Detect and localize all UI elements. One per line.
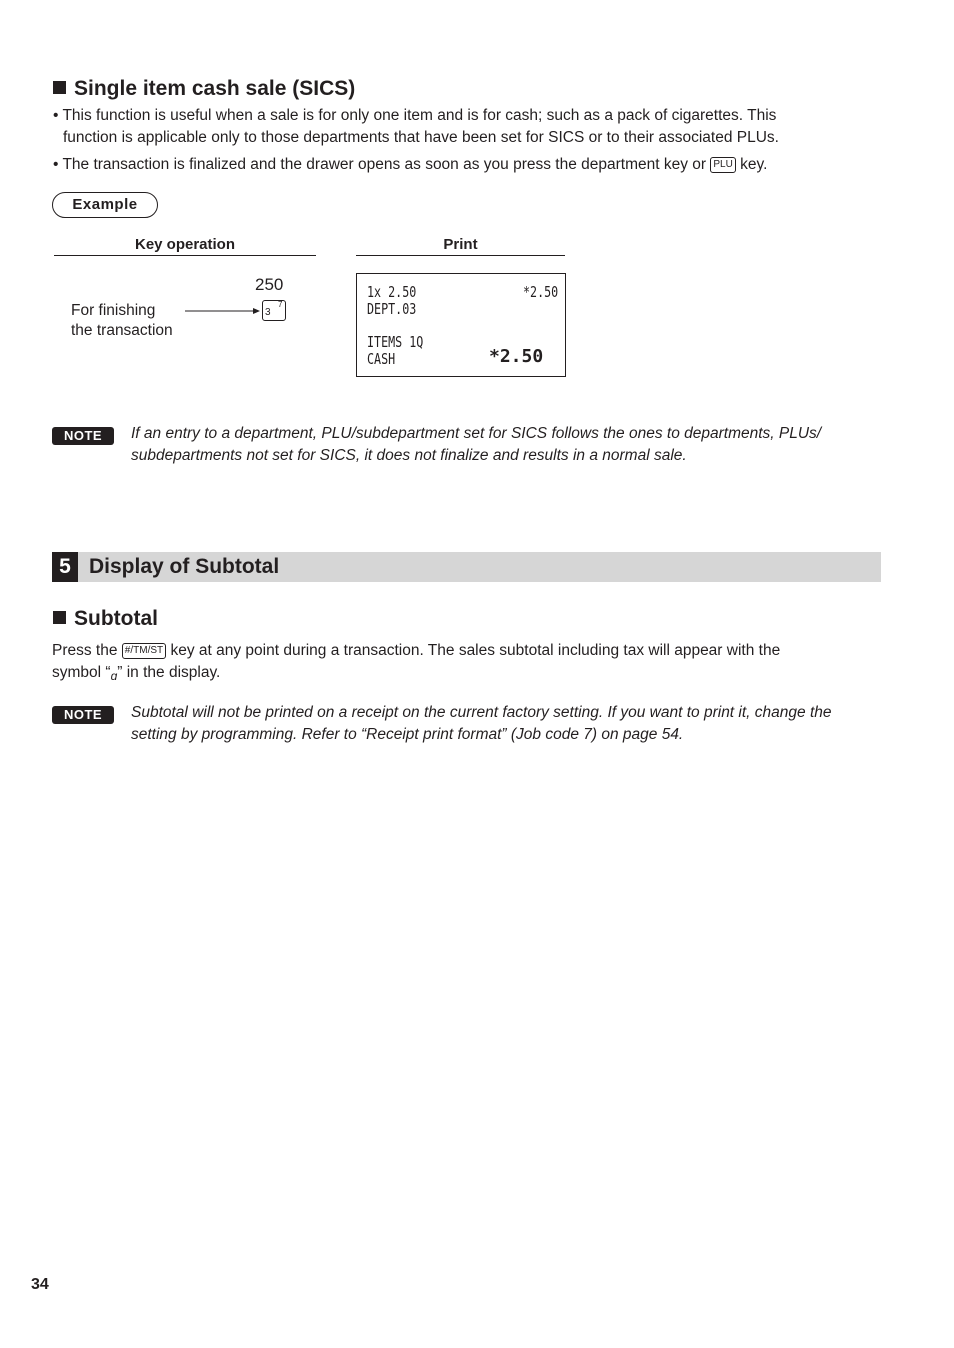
key-entry-value: 250 bbox=[255, 275, 284, 294]
sics-bullet-2: • The transaction is finalized and the drawer opens as soon as you press the department key or PLU key. bbox=[53, 156, 768, 173]
print-header: Print bbox=[356, 235, 565, 256]
subtotal-heading: Subtotal bbox=[53, 607, 158, 631]
receipt-print: 1x 2.50 *2.50 DEPT.03 ITEMS 1Q CASH *2.50 bbox=[356, 273, 566, 377]
arrow-right-icon bbox=[185, 305, 261, 317]
plu-key: PLU bbox=[710, 157, 735, 173]
subtotal-key: #/TM/ST bbox=[122, 643, 166, 659]
note-badge: NOTE bbox=[52, 706, 114, 724]
subtotal-text: Press the #/TM/ST key at any point during a transaction. The sales subtotal including tax will appear with the symbol “ɑ” in the display. bbox=[52, 642, 781, 683]
subtotal-symbol: ɑ bbox=[110, 669, 118, 683]
note-badge: NOTE bbox=[52, 427, 114, 445]
subtotal-note-text: Subtotal will not be printed on a receipt on the current factory setting. If you want to print it, change the setting by programming. Refer to “Receipt print format” (Job code 7) on page 54. bbox=[131, 704, 832, 743]
section-header-bar bbox=[52, 552, 881, 582]
section-number: 5 bbox=[52, 552, 78, 582]
sics-bullet-1: • This function is useful when a sale is for only one item and is for cash; such as a pack of cigarettes. This function is applicable only to those departments that have been set for SICS or to their associated PLUs. bbox=[53, 107, 779, 146]
sics-heading: Single item cash sale (SICS) bbox=[53, 77, 355, 101]
section-title: Display of Subtotal bbox=[89, 555, 280, 578]
sics-note-text: If an entry to a department, PLU/subdepartment set for SICS follows the ones to departments, PLUs/ subdepartments not set for SICS, it does not finalize and results in a normal sale. bbox=[131, 425, 822, 464]
square-bullet-icon bbox=[53, 81, 66, 94]
department-key-3: 3 7 bbox=[262, 300, 286, 321]
key-operation-header: Key operation bbox=[54, 235, 316, 256]
finishing-label: For finishing the transaction bbox=[71, 302, 173, 339]
square-bullet-icon bbox=[53, 611, 66, 624]
example-label: Example bbox=[52, 192, 158, 218]
page-number: 34 bbox=[31, 1276, 49, 1293]
